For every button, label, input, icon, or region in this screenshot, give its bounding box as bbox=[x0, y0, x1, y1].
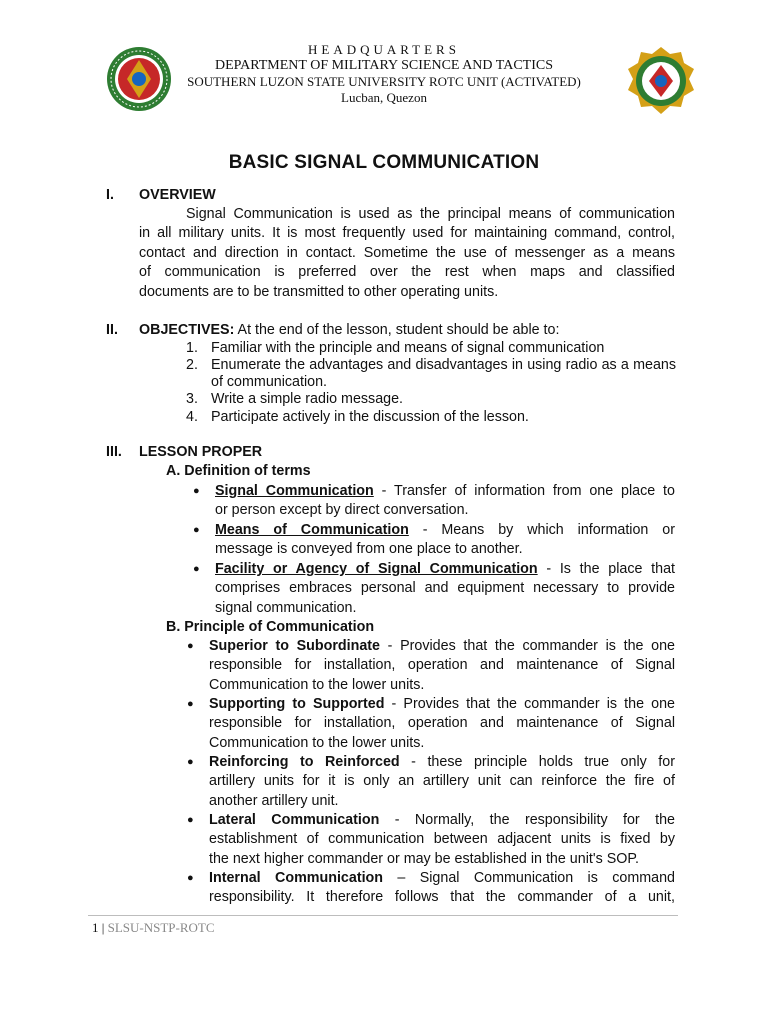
principle-item bbox=[187, 753, 675, 811]
overview-line: documents are to be transmitted to other operating units. bbox=[139, 283, 499, 300]
principle-text: artillery units for it is only an artillery unit can reinforce the fire of bbox=[209, 773, 675, 790]
principle-item bbox=[187, 811, 675, 869]
letterhead-line-2: DEPARTMENT OF MILITARY SCIENCE AND TACTICS bbox=[214, 58, 553, 73]
list-number: 2. bbox=[186, 357, 198, 374]
section-number-objectives: II. bbox=[106, 322, 118, 338]
subsection-principle-of-communication: B. Principle of Communication bbox=[166, 619, 375, 635]
principle-text: Communication to the lower units. bbox=[209, 676, 425, 693]
bullet-icon: ● bbox=[193, 485, 200, 497]
list-item bbox=[186, 357, 676, 390]
overview-line: Signal Communication is used as the principal means of communication bbox=[186, 206, 675, 222]
section-heading-lesson: LESSON PROPER bbox=[139, 444, 263, 460]
principle-label: Supporting to Supported bbox=[209, 696, 385, 712]
section-heading-objectives: OBJECTIVES: bbox=[139, 322, 235, 338]
principle-text: responsible for installation, operation and maintenance of Signal bbox=[209, 715, 675, 732]
term-label: Facility or Agency of Signal Communication bbox=[215, 561, 538, 577]
list-text: Enumerate the advantages and disadvantages in using radio as a means of communication. bbox=[211, 357, 676, 390]
overview-line: contact and direction in contact. Sometime the use of messenger as a means bbox=[139, 244, 675, 261]
principle-text: Communication to the lower units. bbox=[209, 734, 425, 751]
footer-text: SLSU-NSTP-ROTC bbox=[104, 920, 215, 935]
principle-label: Superior to Subordinate bbox=[209, 638, 381, 654]
overview-line: of communication is preferred over the rest when maps and classified bbox=[139, 264, 675, 281]
overview-line: in all military units. It is most frequently used for maintaining command, control, bbox=[139, 225, 675, 242]
bullet-icon: ● bbox=[187, 640, 194, 652]
objectives-list bbox=[186, 340, 676, 426]
section-heading-overview: OVERVIEW bbox=[139, 187, 216, 203]
principle-text: – Signal Communication is command bbox=[383, 870, 675, 886]
bullet-icon: ● bbox=[193, 524, 200, 536]
objectives-heading-line bbox=[139, 321, 559, 340]
principle-text: - these principle holds true only for bbox=[399, 754, 675, 770]
section-number-overview: I. bbox=[106, 187, 114, 203]
term-text: - Transfer of information from one place to bbox=[373, 483, 675, 499]
principle-text: responsibility. It therefore follows that the commander of a unit, bbox=[209, 889, 675, 906]
principle-text: establishment of communication between adjacent units is fixed by bbox=[209, 831, 675, 848]
page-footer bbox=[92, 920, 215, 936]
principle-label: Reinforcing to Reinforced bbox=[209, 754, 400, 770]
bullet-icon: ● bbox=[193, 563, 200, 575]
principle-text: - Provides that the commander is the one bbox=[384, 696, 675, 712]
principle-label: Internal Communication bbox=[209, 870, 384, 886]
term-text: or person except by direct conversation. bbox=[215, 502, 469, 519]
objectives-intro: At the end of the lesson, student should be able to: bbox=[234, 322, 560, 338]
term-item bbox=[193, 482, 675, 521]
principle-text: the next higher commander or may be established in the unit's SOP. bbox=[209, 850, 640, 867]
principle-item bbox=[187, 637, 675, 695]
letterhead-line-4: Lucban, Quezon bbox=[341, 90, 427, 105]
principle-text: - Provides that the commander is the one bbox=[380, 638, 675, 654]
subsection-definition-of-terms: A. Definition of terms bbox=[166, 463, 311, 479]
overview-paragraph bbox=[139, 205, 675, 302]
page-number: 1 | bbox=[92, 920, 105, 935]
term-item bbox=[193, 560, 675, 618]
list-text: Participate actively in the discussion of the lesson. bbox=[211, 408, 529, 425]
principle-item bbox=[187, 869, 675, 908]
document-title: BASIC SIGNAL COMMUNICATION bbox=[228, 152, 540, 173]
principle-label: Lateral Communication bbox=[209, 812, 380, 828]
bullet-icon: ● bbox=[187, 698, 194, 710]
term-item bbox=[193, 521, 675, 560]
bullet-icon: ● bbox=[187, 814, 194, 826]
list-text: Familiar with the principle and means of signal communication bbox=[211, 340, 605, 356]
term-text: message is conveyed from one place to another. bbox=[215, 541, 523, 558]
term-text: signal communication. bbox=[215, 599, 357, 616]
principle-text: responsible for installation, operation and maintenance of Signal bbox=[209, 657, 675, 674]
principle-text: another artillery unit. bbox=[209, 792, 339, 809]
list-item bbox=[186, 340, 676, 357]
term-label: Means of Communication bbox=[215, 522, 409, 538]
list-number: 4. bbox=[186, 408, 198, 425]
letterhead-line-3: SOUTHERN LUZON STATE UNIVERSITY ROTC UNIT (ACTIVATED) bbox=[187, 74, 581, 89]
term-label: Signal Communication bbox=[215, 483, 374, 499]
list-text: Write a simple radio message. bbox=[211, 391, 404, 408]
term-text: comprises embraces personal and equipment necessary to provide bbox=[215, 580, 675, 597]
letterhead bbox=[0, 42, 768, 106]
bullet-icon: ● bbox=[187, 756, 194, 768]
letterhead-line-1: HEADQUARTERS bbox=[308, 42, 460, 57]
list-item bbox=[186, 409, 676, 426]
principle-text: - Normally, the responsibility for the bbox=[379, 812, 675, 828]
term-text: - Means by which information or bbox=[408, 522, 675, 538]
principle-item bbox=[187, 695, 675, 753]
section-number-lesson: III. bbox=[106, 444, 122, 460]
list-number: 1. bbox=[186, 340, 198, 356]
list-item bbox=[186, 391, 676, 408]
footer-divider bbox=[88, 915, 678, 916]
term-text: - Is the place that bbox=[537, 561, 675, 577]
list-number: 3. bbox=[186, 391, 198, 408]
bullet-icon: ● bbox=[187, 872, 194, 884]
